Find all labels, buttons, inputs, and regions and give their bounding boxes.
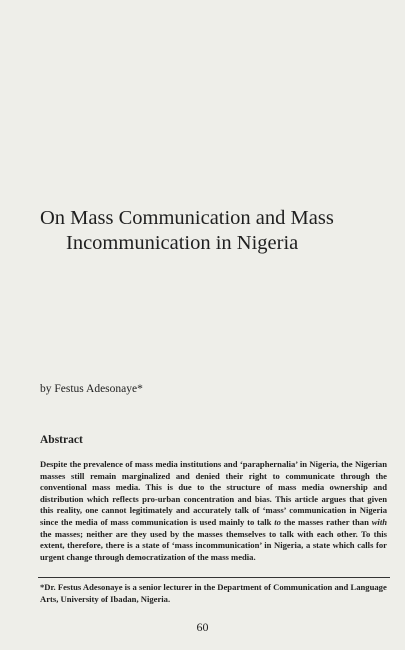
abstract-text-part-1: Despite the prevalence of mass media institutions and ‘paraphernalia’ in Nigeria, the Nigerian masses still remain marginalized and denied their right to communicate through the conventional mass media. This is due to the structure of mass media ownership and distribution which reflects pro-urban concentration and bias. This article argues that given this reality, one cannot legitimately and accurately talk of ‘mass’ communication in Nigeria since the media of mass communication is used mainly to talk: [40, 459, 387, 527]
abstract-text: [40, 459, 387, 563]
abstract-heading: Abstract: [40, 434, 83, 446]
abstract-emphasis-to: to: [274, 516, 281, 527]
abstract-emphasis-with: with: [371, 516, 387, 527]
abstract-text-part-2: the masses rather than: [280, 516, 372, 527]
article-title-line-2: Incommunication in Nigeria: [66, 232, 299, 254]
article-title: [40, 206, 380, 256]
footnote-divider: [38, 577, 390, 578]
article-title-line-1: On Mass Communication and Mass: [40, 207, 334, 229]
page-number: 60: [196, 620, 209, 634]
author-footnote: *Dr. Festus Adesonaye is a senior lecturer in the Department of Communication and Language Arts, University of Ibadan, Nigeria.: [40, 582, 387, 604]
author-byline: by Festus Adesonaye*: [40, 383, 143, 395]
abstract-text-part-3: the masses; neither are they used by the masses themselves to talk with each other. To this extent, therefore, there is a state of ‘mass incommunication’ in Nigeria, a state which calls for urgent change through democratization of the mass media.: [40, 528, 387, 562]
